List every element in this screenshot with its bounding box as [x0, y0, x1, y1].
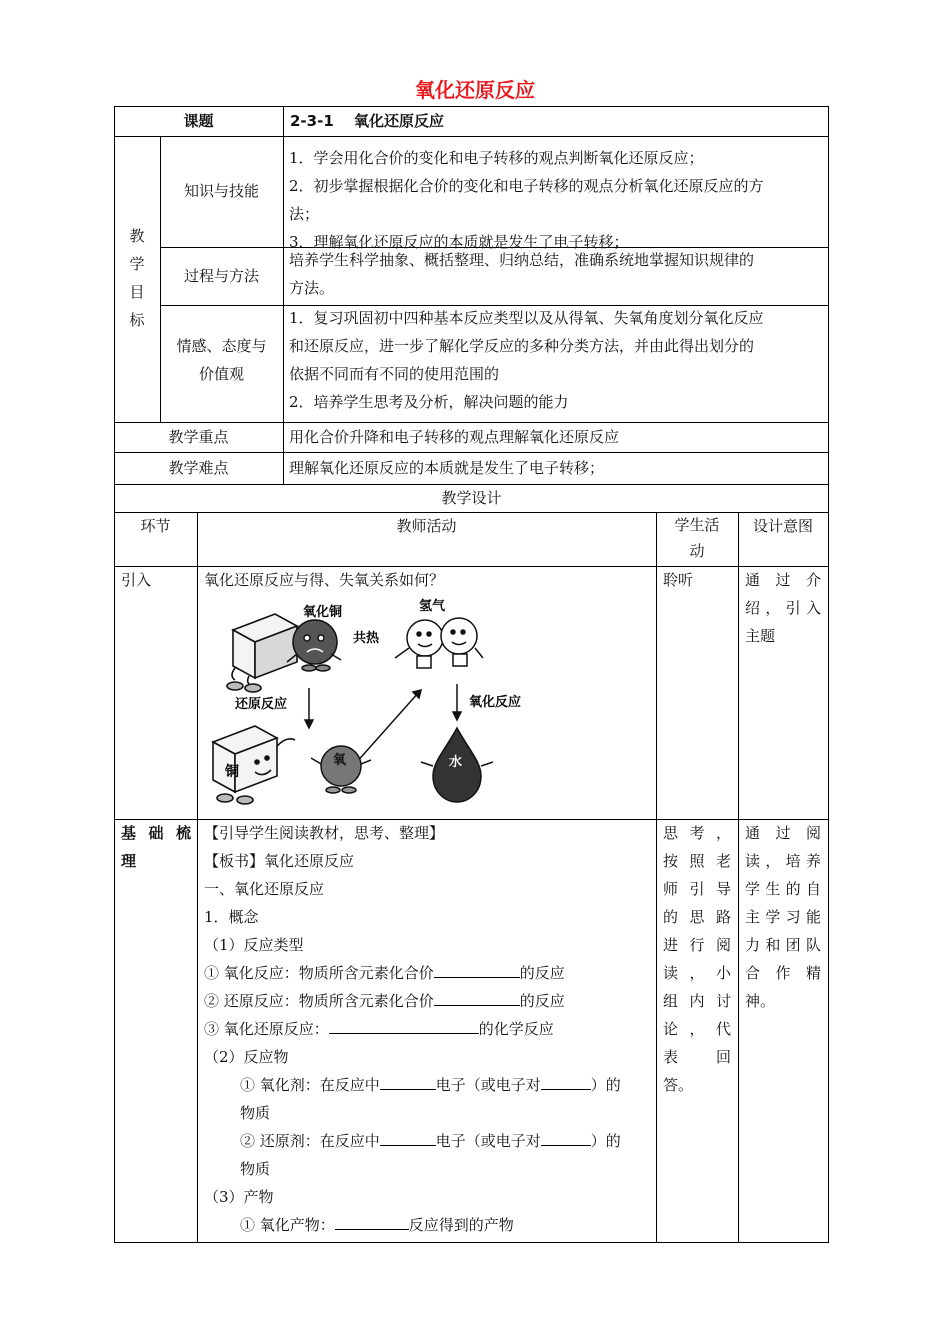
blank-oxidation-valence: [434, 959, 520, 978]
goals-side-label: 教 学 目 标: [129, 227, 145, 329]
reduction-arrow-icon: [305, 688, 313, 728]
label-copper-oxide: 氧化铜: [303, 605, 343, 620]
difficulty-label: 教学难点: [168, 459, 229, 477]
col-teacher: 教师活动: [396, 517, 457, 535]
key-point-value: 用化合价升降和电子转移的观点理解氧化还原反应: [289, 428, 620, 446]
oxidation-arrow-icon: [453, 684, 461, 720]
blank-reduction-valence: [434, 987, 520, 1006]
knowledge-content: 1．学会用化合价的变化和电子转移的观点判断氧化还原反应； 2．初步掌握根据化合价的变化和电子转移的观点分析氧化还原反应的方 法； 3．理解氧化还原反应的本质就是发生了电子转移；: [289, 149, 764, 251]
intro-teacher: 氧化还原反应与得、失氧关系如何？: [204, 571, 445, 589]
label-oxidation: 氧化反应: [469, 695, 522, 710]
key-point-label: 教学重点: [168, 428, 229, 446]
intro-student: 聆听: [663, 571, 694, 589]
label-water: 水: [449, 755, 463, 770]
document-title: 氧化还原反应: [415, 78, 535, 102]
blank-oxidant-pair: [541, 1071, 591, 1090]
design-title: 教学设计: [441, 489, 502, 507]
label-hydrogen: 氢气: [419, 599, 446, 614]
basics-teacher: 【引导学生阅读教材，思考、整理】 【板书】氧化还原反应 一、氧化还原反应 1．概念 （1）反应类型 ① 氧化反应：物质所含元素化合价 的反应 ② 还原反应：物质所含元素化合价 的反应 ③ 氧化还原反应： 的化学反应 （2）反应物 ① 氧化剂：在反应中 电子（或电子对 ）的 物质 ② 还原剂：在反应中 电子（或电子对 ）的 物质 （3）产物 ① 氧化产物： 反应得到的产物: [204, 824, 621, 1234]
blank-reductant-electron: [380, 1127, 436, 1146]
knowledge-label: 知识与技能: [183, 182, 259, 200]
redox-illustration-svg: [205, 596, 545, 811]
copper-block-icon: [227, 614, 297, 692]
basics-intent: 通 过 阅 读，培养 学生的自 主学习能 力和团队 合 作 精 神。: [745, 824, 821, 1010]
process-content: 培养学生科学抽象、概括整理、归纳总结，准确系统地掌握知识规律的 方法。: [289, 251, 755, 297]
diagonal-arrow-icon: [355, 690, 421, 764]
hydrogen-icon: [395, 618, 483, 668]
basics-stage: 基 础 梳 理: [121, 824, 191, 870]
label-copper: 铜: [225, 764, 239, 780]
emotion-content: 1．复习巩固初中四种基本反应类型以及从得氧、失氧角度划分氧化反应 和还原反应，进一步了解化学反应的多种分类方法，并由此得出划分的 依据不同而有不同的使用范围的 2．培养学生思考及分析，解决问题的能力: [289, 309, 764, 411]
process-label: 过程与方法: [183, 267, 259, 285]
blank-reductant-pair: [541, 1127, 591, 1146]
emotion-label: 情感、态度与 价值观: [176, 337, 267, 383]
topic-value: 2-3-1 氧化还原反应: [290, 112, 444, 130]
difficulty-value: 理解氧化还原反应的本质就是发生了电子转移；: [289, 459, 605, 477]
label-oxygen: 氧: [333, 753, 347, 768]
intro-stage: 引入: [121, 571, 152, 589]
col-stage: 环节: [140, 517, 171, 535]
redox-illustration: [205, 596, 545, 811]
basics-student: 思 考 ， 按 照 老 师 引 导 的 思 路 进 行 阅 读 ， 小 组 内 讨 论 ， 代 表 回 答。: [663, 824, 731, 1094]
blank-redox-definition: [329, 1015, 479, 1034]
blank-oxidant-electron: [380, 1071, 436, 1090]
label-reduction: 还原反应: [235, 697, 288, 712]
topic-label: 课题: [183, 112, 214, 130]
intro-intent: 通 过 介 绍，引入 主题: [745, 571, 821, 645]
col-student: 学生活 动: [674, 516, 720, 560]
label-heat: 共热: [353, 631, 380, 646]
col-intent: 设计意图: [752, 517, 813, 535]
blank-oxidation-product: [335, 1211, 409, 1230]
